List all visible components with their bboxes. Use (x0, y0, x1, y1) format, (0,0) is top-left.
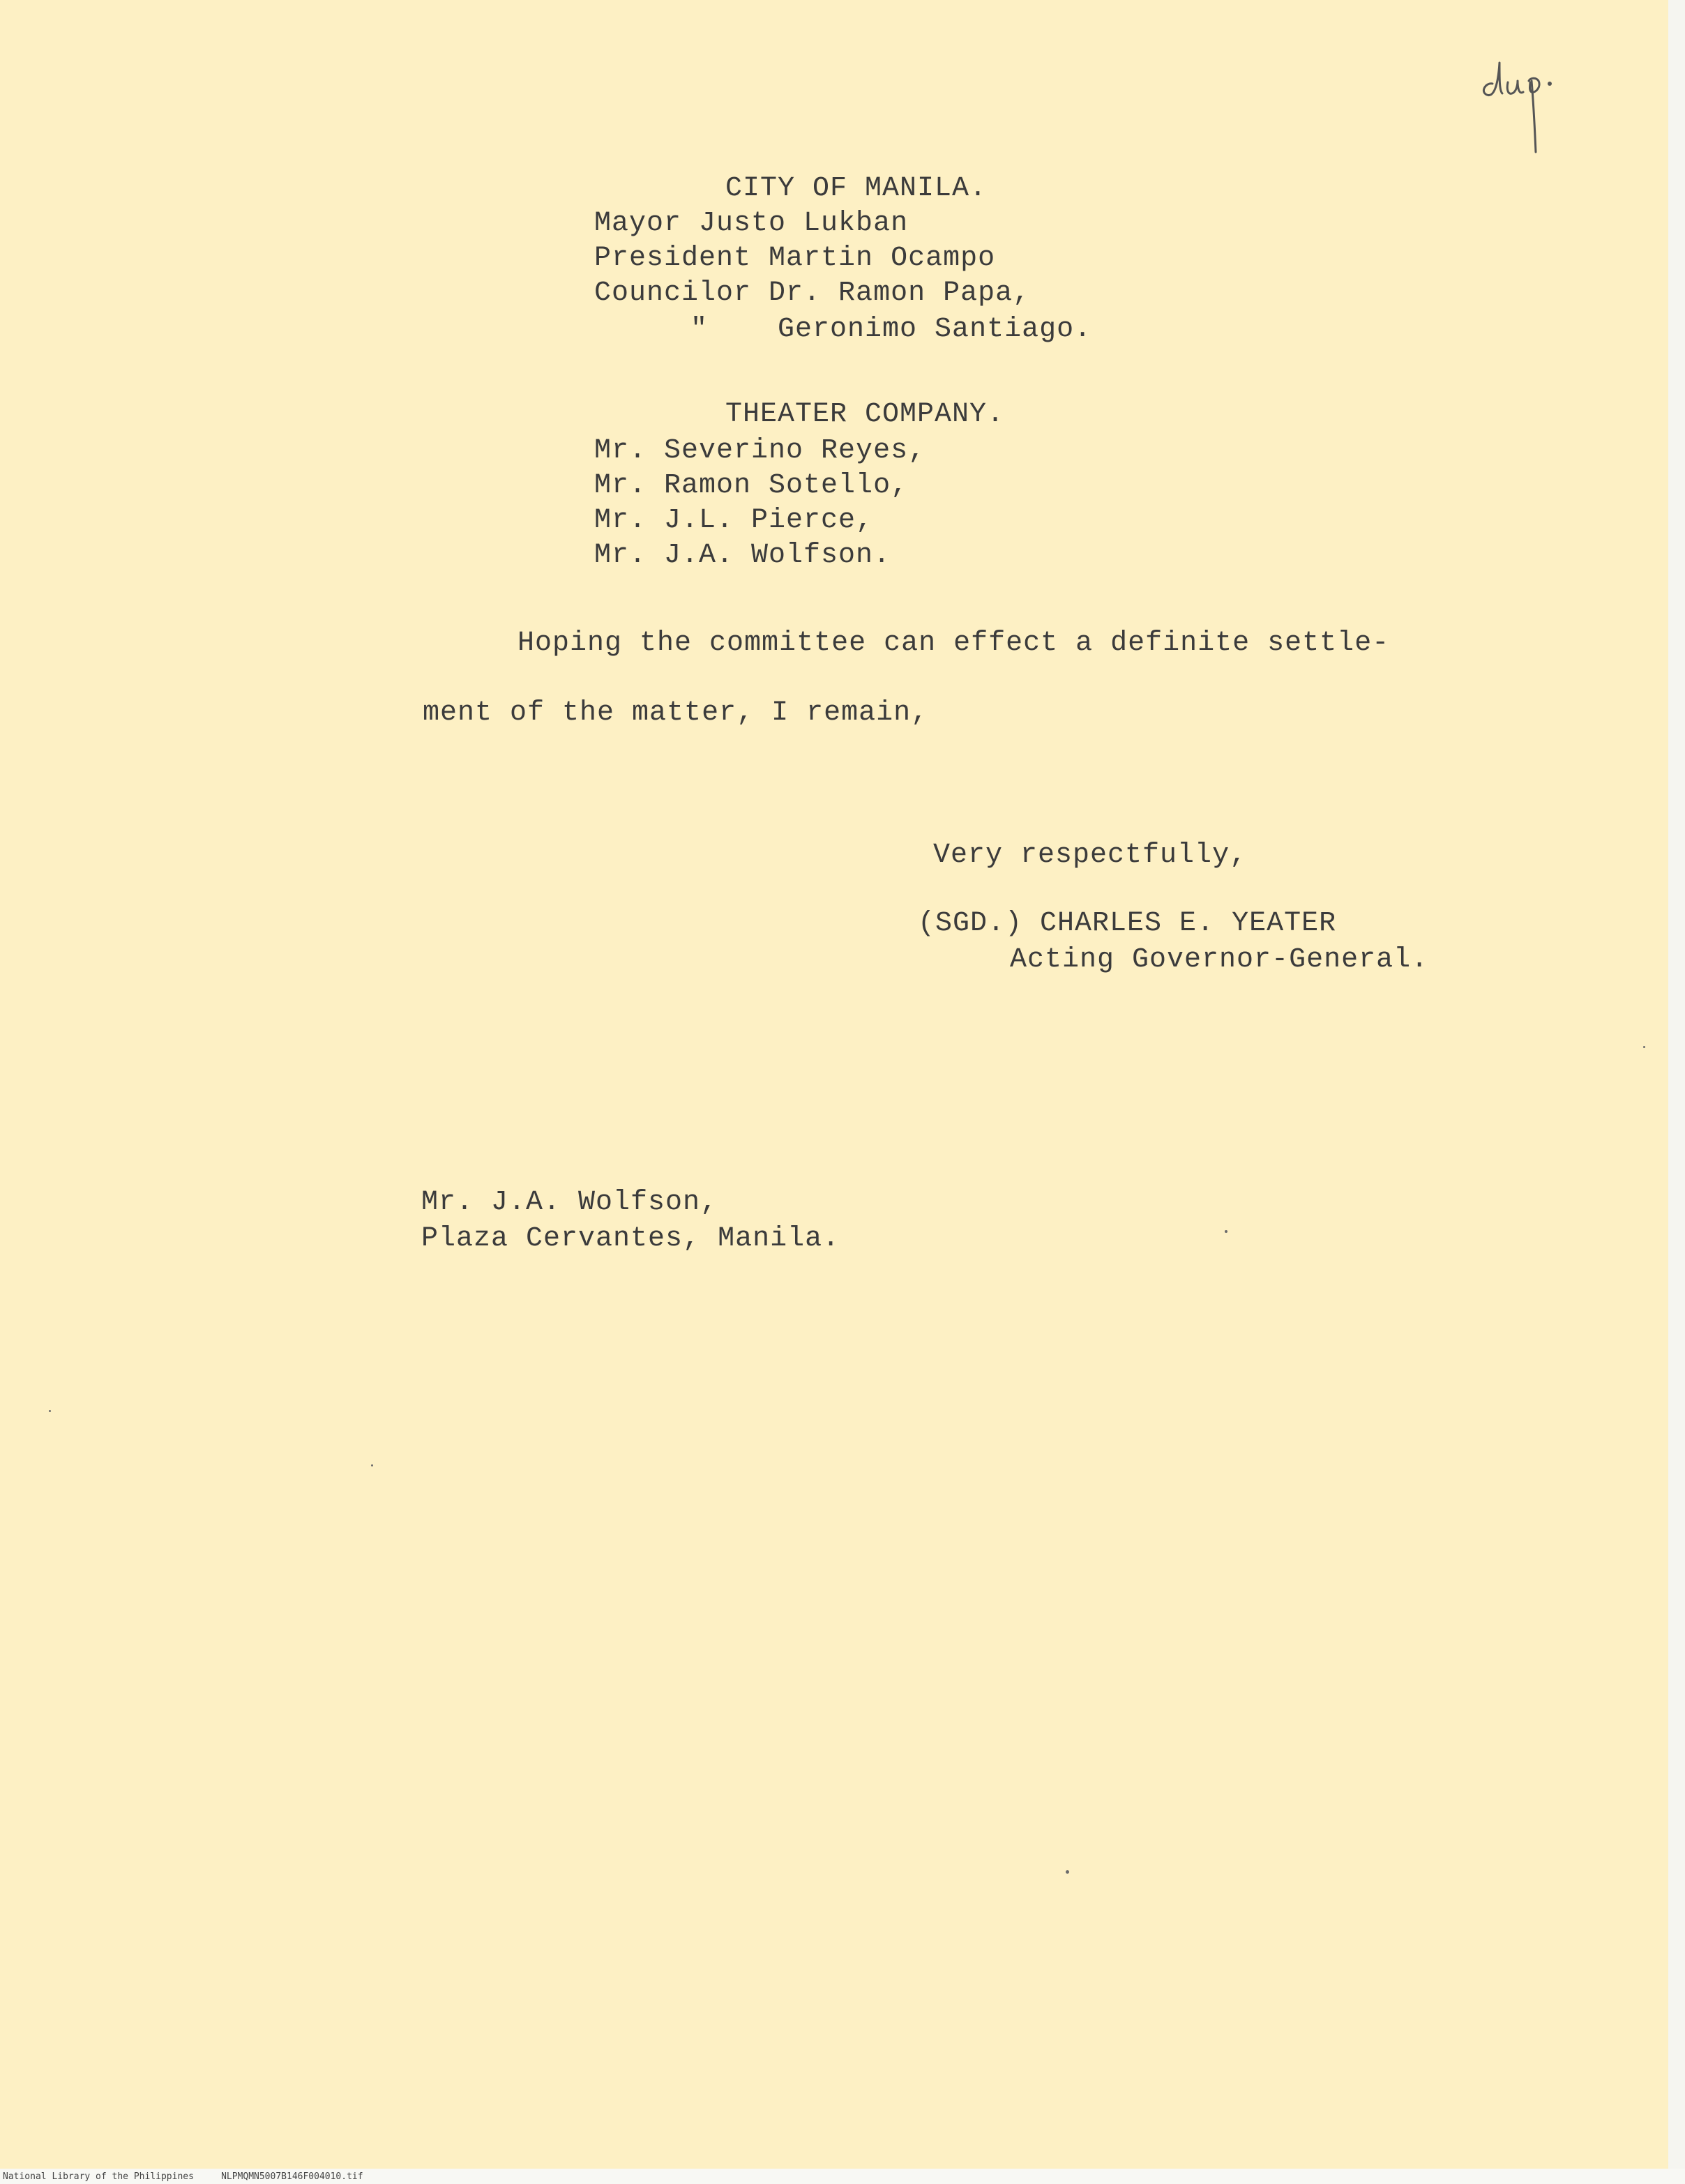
scan-edge-right (1668, 0, 1685, 2184)
addressee-name: Mr. J.A. Wolfson, (421, 1187, 718, 1218)
addressee-address: Plaza Cervantes, Manila. (421, 1223, 840, 1254)
signature-line: (SGD.) CHARLES E. YEATER (918, 908, 1337, 939)
city-heading: CITY OF MANILA. (725, 173, 988, 204)
scan-speck (1225, 1230, 1227, 1233)
scan-speck (1643, 1046, 1645, 1048)
handwritten-dup-note (1472, 42, 1590, 160)
theater-member: Mr. J.A. Wolfson. (594, 540, 891, 571)
theater-member: Mr. Ramon Sotello, (594, 470, 909, 501)
city-member: President Martin Ocampo (594, 243, 996, 274)
scan-footer-caption: National Library of the Philippines NLPMQMN5007B146F004010.tif (3, 2171, 363, 2182)
scan-speck (49, 1410, 51, 1412)
city-member: Councilor Dr. Ramon Papa, (594, 278, 1031, 309)
signatory-title: Acting Governor-General. (1010, 944, 1429, 976)
theater-heading: THEATER COMPANY. (725, 399, 1005, 430)
theater-member: Mr. Severino Reyes, (594, 435, 926, 467)
body-line-2: ment of the matter, I remain, (423, 697, 929, 729)
scan-speck (1066, 1870, 1069, 1874)
city-member: " Geronimo Santiago. (690, 314, 1092, 345)
closing-salutation: Very respectfully, (933, 840, 1248, 871)
scan-speck (371, 1464, 373, 1466)
theater-member: Mr. J.L. Pierce, (594, 505, 874, 536)
body-line-1: Hoping the committee can effect a definite settle- (517, 628, 1390, 659)
city-member: Mayor Justo Lukban (594, 208, 909, 239)
